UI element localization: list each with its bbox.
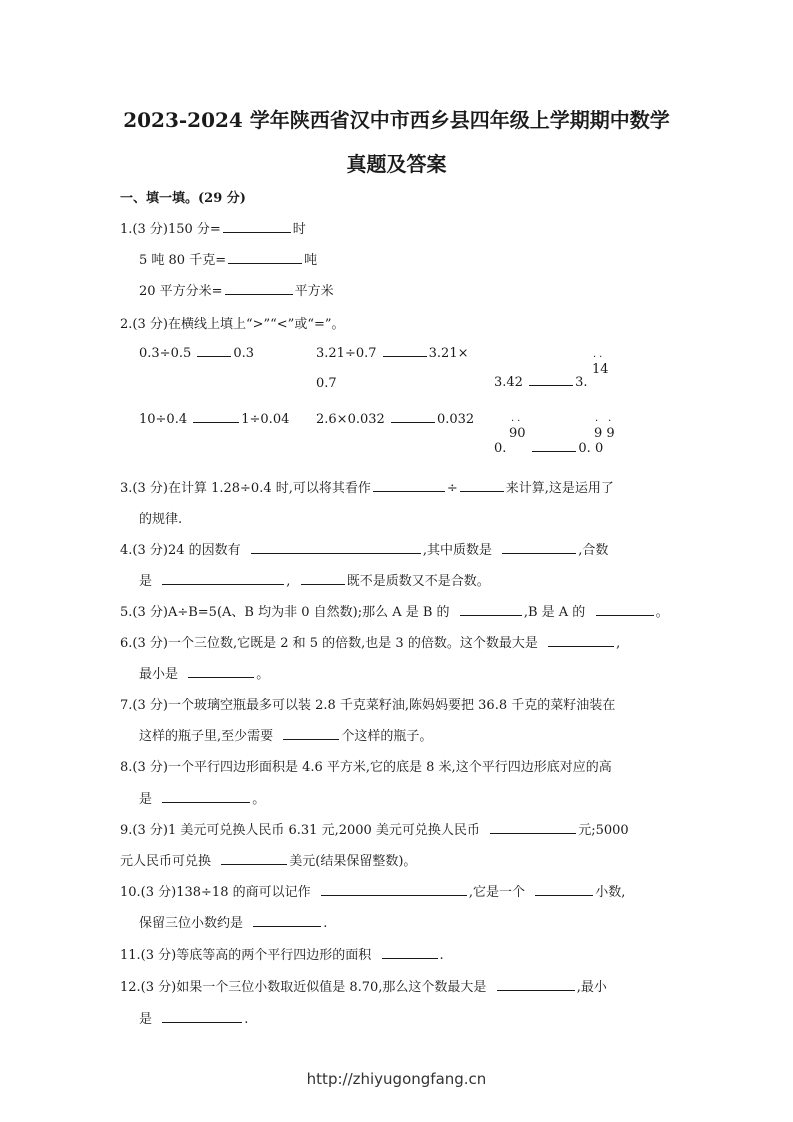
q10-line-2 [139, 912, 327, 931]
q10-text-d: 保留三位小数约是 [139, 916, 244, 931]
q2-r1c [494, 375, 588, 390]
q2-r2c-left-repeat: 90 [509, 426, 526, 441]
q2-r2c-right-tail: 0 [594, 441, 604, 456]
q12-line-2 [139, 1008, 248, 1027]
q6-blank-min[interactable] [188, 676, 254, 678]
q8-blank[interactable] [162, 801, 250, 803]
q4-line-2 [139, 570, 490, 589]
q3-text-a: 3.(3 分)在计算 1.28÷0.4 时,可以将其看作 [120, 481, 371, 496]
q1-line-c [139, 280, 334, 299]
q10-blank-type[interactable] [535, 894, 593, 896]
q8-line-1: 8.(3 分)一个平行四边形面积是 4.6 平方米,它的底是 8 米,这个平行四边形底对应的高 [120, 760, 612, 775]
q12-text-a: 12.(3 分)如果一个三位小数取近似值是 8.70,那么这个数最大是 [120, 980, 487, 995]
q9-text-d: 美元(结果保留整数)。 [289, 854, 417, 869]
q2-r1b-cont: 0.7 [316, 376, 337, 391]
q6-blank-max[interactable] [548, 645, 614, 647]
q2-r1a-blank[interactable] [197, 355, 231, 357]
q9-line-2 [120, 850, 416, 869]
q2-r1b-left: 3.21÷0.7 [316, 346, 377, 361]
q4-text-b: ,其中质数是 [422, 543, 493, 558]
q4-text-c: ,合数 [578, 543, 609, 558]
q10-text-e: . [323, 916, 328, 931]
q4-blank-factors[interactable] [251, 552, 421, 554]
q2-r2c-right: 0. [578, 441, 591, 456]
q1-b-unit: 吨 [304, 253, 318, 268]
q4-text-a: 4.(3 分)24 的因数有 [120, 543, 241, 558]
q2-r2c-left: 0. [494, 441, 507, 456]
q12-text-b: ,最小 [576, 980, 607, 995]
q4-text-f: 既不是质数又不是合数。 [346, 574, 490, 589]
q11-text-b: . [439, 948, 444, 963]
q2-r2c [494, 441, 603, 456]
title-line-1: 2023-2024 学年陕西省汉中市西乡县四年级上学期期中数学 [123, 108, 670, 132]
q2-r2c-right-repeat: 9 9 [594, 426, 615, 441]
q4-text-e: , [286, 574, 291, 589]
q6-text-c: 最小是 [139, 667, 179, 682]
q10-blank-notation[interactable] [321, 894, 467, 896]
q9-line-1 [120, 819, 629, 838]
q2-r1c-repeat: 14 [592, 362, 609, 377]
q2-r1c-left: 3.42 [494, 375, 523, 390]
q1-a-unit: 时 [292, 222, 306, 237]
q12-text-d: . [244, 1012, 249, 1027]
q12-text-c: 是 [139, 1012, 153, 1027]
q6-text-b: , [616, 636, 621, 651]
q1-c-blank[interactable] [225, 293, 293, 295]
q8-text-b: 是 [139, 792, 153, 807]
q2-r2c-right-dots: ·· [595, 416, 622, 427]
q2-r1b [316, 346, 469, 361]
q2-r2a-blank[interactable] [193, 421, 239, 423]
q2-r1b-blank[interactable] [383, 355, 427, 357]
q1-c-text: 20 平方分米= [139, 284, 223, 299]
q2-stem: 2.(3 分)在横线上填上“>”“<”或“=”。 [120, 317, 345, 332]
q2-r2c-blank[interactable] [532, 450, 576, 452]
q7-text-b: 这样的瓶子里,至少需要 [139, 729, 274, 744]
q2-r2b-blank[interactable] [391, 421, 435, 423]
q3-line-2: 的规律. [139, 512, 183, 527]
q4-blank-neither[interactable] [301, 583, 345, 585]
q5-blank-1[interactable] [460, 614, 522, 616]
q9-blank-usd[interactable] [221, 863, 287, 865]
q2-r2b-right: 0.032 [436, 412, 475, 427]
q2-r2b [316, 412, 474, 427]
q9-text-c: 元人民币可兑换 [120, 854, 212, 869]
q2-r1c-right: 3. [575, 375, 588, 390]
q9-blank-rmb[interactable] [490, 832, 576, 834]
q11-text-a: 11.(3 分)等底等高的两个平行四边形的面积 [120, 948, 372, 963]
footer-url: http://zhiyugongfang.cn [306, 1070, 487, 1088]
q7-text-c: 个这样的瓶子。 [341, 729, 433, 744]
q10-blank-round[interactable] [253, 925, 321, 927]
q2-r2b-left: 2.6×0.032 [316, 412, 385, 427]
q5-text-a: 5.(3 分)A÷B=5(A、B 均为非 0 自然数);那么 A 是 B 的 [120, 605, 450, 620]
q2-r1c-repeat-dots: ·· [593, 352, 606, 363]
q11-line [120, 944, 444, 963]
q7-line-1: 7.(3 分)一个玻璃空瓶最多可以装 2.8 千克菜籽油,陈妈妈要把 36.8 千克的菜籽油装在 [120, 698, 616, 713]
q7-blank[interactable] [283, 738, 339, 740]
q3-blank-2[interactable] [460, 490, 504, 492]
q2-r1c-blank[interactable] [529, 384, 573, 386]
q1-line-a [120, 218, 306, 237]
q5-blank-2[interactable] [596, 614, 654, 616]
q3-div: ÷ [446, 481, 458, 496]
q2-r2a-left: 10÷0.4 [139, 412, 188, 427]
q5-line [120, 601, 669, 620]
q4-blank-composites[interactable] [162, 583, 284, 585]
q2-r1a-left: 0.3÷0.5 [139, 346, 192, 361]
q4-line-1 [120, 539, 608, 558]
q10-text-c: 小数, [595, 885, 626, 900]
q3-line-1 [120, 477, 614, 496]
q12-line-1 [120, 976, 607, 995]
q12-blank-min[interactable] [162, 1021, 242, 1023]
section-heading: 一、填一填。(29 分) [120, 191, 246, 206]
q7-line-2 [139, 725, 432, 744]
q8-text-c: 。 [252, 792, 266, 807]
q1-a-blank[interactable] [223, 231, 291, 233]
q9-text-a: 9.(3 分)1 美元可兑换人民币 6.31 元,2000 美元可兑换人民币 [120, 823, 480, 838]
q5-text-c: 。 [655, 605, 669, 620]
title-line-2: 真题及答案 [346, 152, 447, 176]
q6-text-d: 。 [256, 667, 270, 682]
q2-r1a [139, 346, 254, 361]
q10-line-1 [120, 881, 625, 900]
q2-r2c-left-dots: ·· [511, 416, 524, 427]
q1-c-unit: 平方米 [294, 284, 334, 299]
q1-line-b [139, 249, 317, 268]
q10-text-b: ,它是一个 [468, 885, 526, 900]
q11-blank[interactable] [382, 957, 438, 959]
q6-line-2 [139, 663, 269, 682]
q1-a-text: 1.(3 分)150 分= [120, 222, 221, 237]
q2-r1a-right: 0.3 [233, 346, 255, 361]
q6-line-1 [120, 632, 620, 651]
q1-b-blank[interactable] [228, 262, 302, 264]
q12-blank-max[interactable] [497, 989, 575, 991]
q2-r2a-right: 1÷0.04 [241, 412, 290, 427]
q8-line-2 [139, 788, 265, 807]
q3-text-b: 来计算,这是运用了 [505, 481, 614, 496]
q10-text-a: 10.(3 分)138÷18 的商可以记作 [120, 885, 311, 900]
q2-r2a [139, 412, 289, 427]
q4-text-d: 是 [139, 574, 153, 589]
q6-text-a: 6.(3 分)一个三位数,它既是 2 和 5 的倍数,也是 3 的倍数。这个数最大是 [120, 636, 538, 651]
q2-r1b-right: 3.21× [428, 346, 469, 361]
q3-blank-1[interactable] [373, 490, 445, 492]
q1-b-text: 5 吨 80 千克= [139, 253, 227, 268]
q9-text-b: 元;5000 [578, 823, 629, 838]
q5-text-b: ,B 是 A 的 [523, 605, 586, 620]
q4-blank-primes[interactable] [502, 552, 576, 554]
